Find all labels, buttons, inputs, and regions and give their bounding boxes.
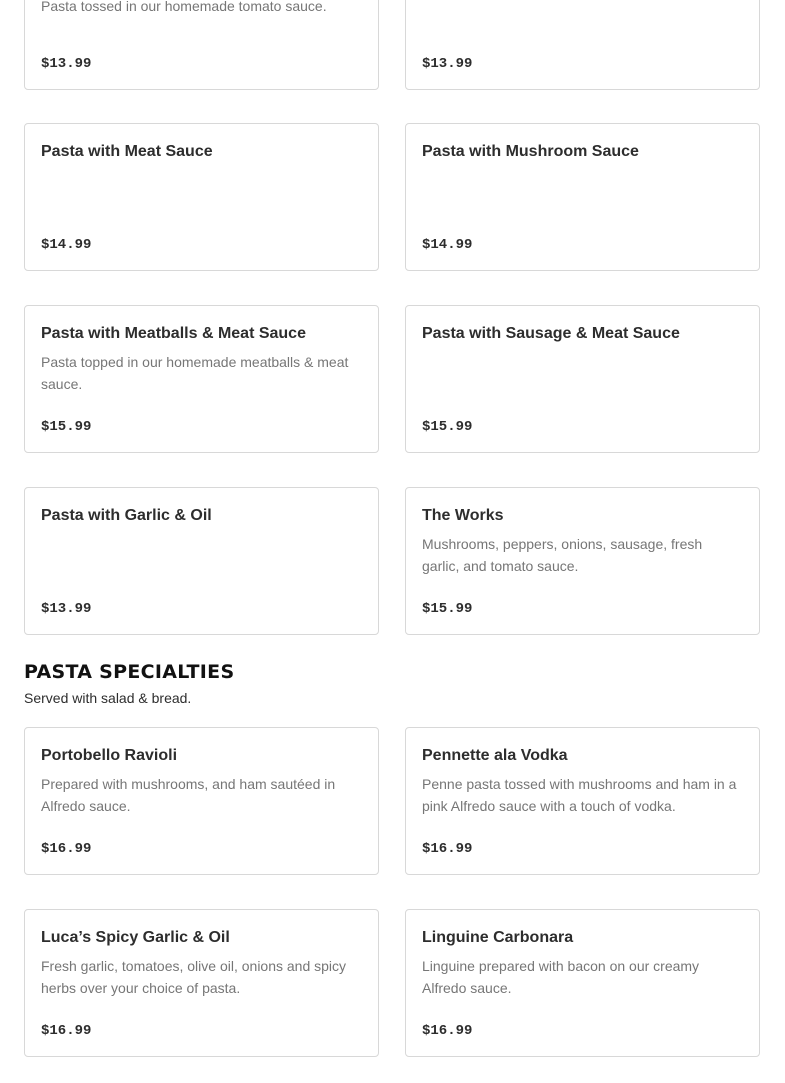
menu-item-description: Penne pasta tossed with mushrooms and ham in a pink Alfredo sauce with a touch of vodka. bbox=[422, 776, 737, 814]
menu-item-name: The Works bbox=[422, 507, 504, 524]
menu-item-description: Prepared with mushrooms, and ham sautéed in Alfredo sauce. bbox=[41, 776, 336, 814]
section-title: PASTA SPECIALTIES bbox=[24, 661, 235, 683]
menu-item-price: $13.99 bbox=[41, 56, 92, 72]
menu-item-description: Pasta tossed in our homemade tomato sauce. bbox=[41, 0, 327, 14]
menu-item-price: $13.99 bbox=[422, 56, 473, 72]
menu-item-card[interactable] bbox=[405, 487, 760, 635]
menu-item-name: Pasta with Mushroom Sauce bbox=[422, 143, 639, 160]
menu-item-card[interactable] bbox=[24, 727, 379, 875]
menu-item-name: Portobello Ravioli bbox=[41, 747, 178, 764]
menu-item-description: Linguine prepared with bacon on our creamy Alfredo sauce. bbox=[422, 958, 700, 996]
menu-item-description: Pasta topped in our homemade meatballs & meat sauce. bbox=[41, 354, 349, 392]
menu-item-card[interactable] bbox=[24, 0, 379, 90]
menu-item-card[interactable] bbox=[405, 305, 760, 453]
menu-item-price: $16.99 bbox=[41, 1023, 92, 1039]
menu-item-name: Pasta with Meatballs & Meat Sauce bbox=[41, 325, 306, 342]
menu-item-name: Pasta with Garlic & Oil bbox=[41, 507, 212, 524]
menu-item-description: Mushrooms, peppers, onions, sausage, fresh garlic, and tomato sauce. bbox=[422, 536, 703, 574]
menu-item-card[interactable] bbox=[24, 123, 379, 271]
menu-item-price: $16.99 bbox=[422, 841, 473, 857]
menu-item-price: $15.99 bbox=[41, 419, 92, 435]
menu-item-price: $15.99 bbox=[422, 601, 473, 617]
menu-item-price: $15.99 bbox=[422, 419, 473, 435]
menu-item-card[interactable] bbox=[24, 305, 379, 453]
menu-item-name: Pennette ala Vodka bbox=[422, 747, 568, 764]
menu-item-description: Fresh garlic, tomatoes, olive oil, onions and spicy herbs over your choice of pasta. bbox=[41, 958, 347, 996]
menu-item-name: Linguine Carbonara bbox=[422, 929, 574, 946]
menu-item-card[interactable] bbox=[405, 0, 760, 90]
menu-item-card[interactable] bbox=[405, 909, 760, 1057]
section-subtitle: Served with salad & bread. bbox=[24, 690, 192, 706]
menu-item-price: $13.99 bbox=[41, 601, 92, 617]
menu-item-price: $14.99 bbox=[41, 237, 92, 253]
menu-item-card[interactable] bbox=[405, 727, 760, 875]
menu-item-name: Pasta with Sausage & Meat Sauce bbox=[422, 325, 680, 342]
menu-item-card[interactable] bbox=[405, 123, 760, 271]
menu-item-name: Pasta with Meat Sauce bbox=[41, 143, 213, 160]
menu-item-name: Luca’s Spicy Garlic & Oil bbox=[41, 929, 230, 946]
menu-item-price: $16.99 bbox=[41, 841, 92, 857]
menu-item-card[interactable] bbox=[24, 487, 379, 635]
menu-item-price: $16.99 bbox=[422, 1023, 473, 1039]
menu-item-price: $14.99 bbox=[422, 237, 473, 253]
menu-item-card[interactable] bbox=[24, 909, 379, 1057]
